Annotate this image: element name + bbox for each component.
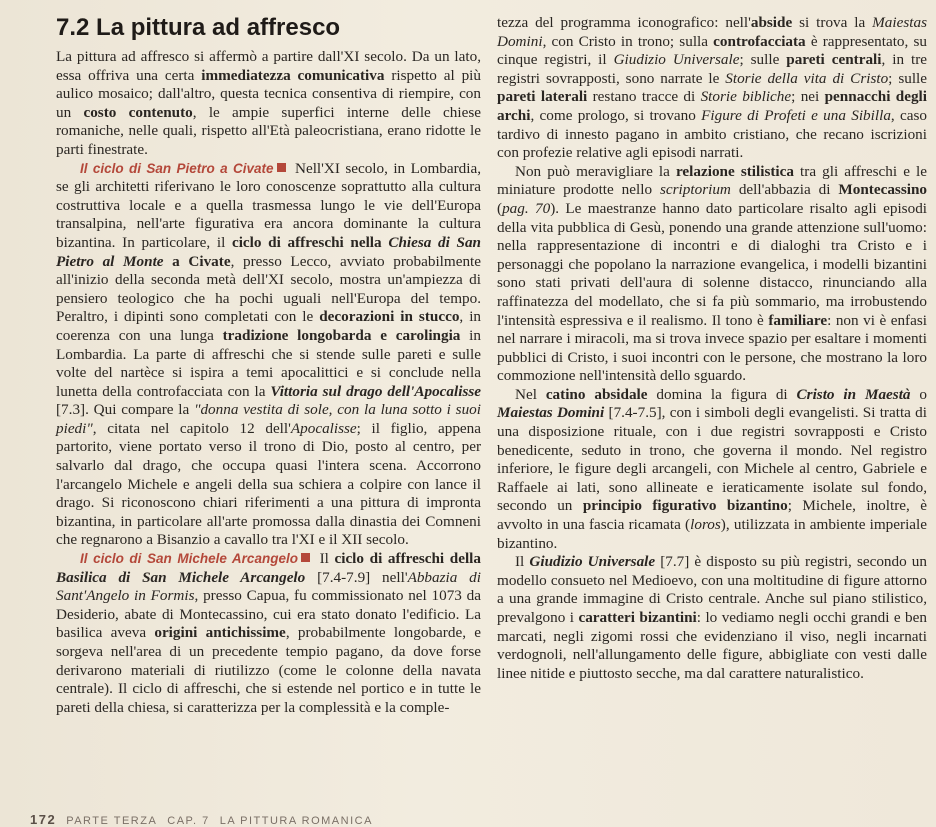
text-run: [7.4-7.5], con i simboli degli evangelisti. Si tratta di una disposizione rituale, con i due registri sovrapposti e Cristo benedicente, seduto in trono, che governa il mondo. Nel registro inferiore, le figure degli arcangeli, con Michele al centro, Gabriele e Raffaele ai lati, sono allineate e ieraticamente isolate sul fondo, secondo un <box>497 404 927 515</box>
bold-term: pareti centrali <box>786 51 882 69</box>
text-run: [7.3]. Qui compare la <box>56 401 195 419</box>
text-run: , con Cristo in trono; sulla <box>542 32 714 50</box>
text-run: , citata nel capitolo 12 dell' <box>92 419 291 437</box>
text-run: dell'abbazia di <box>730 181 839 199</box>
page-number: 172 <box>30 812 57 827</box>
text-run: si trova la <box>792 14 873 31</box>
text-run: : non vi è enfasi nel narrare i miracoli, ma si trova invece spazio per esaltare i momenti pubblici di Cristo, i suoi incontri con le persone, che mostrano la loro commozione nell'intensità dello sguardo. <box>497 311 927 385</box>
footer-chapter: CAP. 7 <box>167 815 210 827</box>
italic-term: loros <box>690 516 721 534</box>
judgement-paragraph <box>497 553 927 683</box>
bold-italic-term: Basilica di San Michele Arcangelo <box>56 568 306 586</box>
bold-term: principio figurativo bizantino <box>582 497 788 515</box>
text-run: ). Le maestranze hanno dato particolare risalto agli episodi della vita pubblica di Gesù, ponendo una grande attenzione sull'uomo: nella rappresentazione di incontri e di dialoghi tra Cristo e i personaggi che popolano la narrazione evangelica, i modelli bizantini sono stati privati dell'aura di solenne distacco, rinunciando alla raffinatezza del modellato, che si fa più sommario, ma irrobustendo l'intensità espressiva e il realismo. Il tono è <box>497 199 928 329</box>
bold-term: pareti laterali <box>497 88 588 106</box>
civate-paragraph <box>56 160 481 550</box>
bold-term: abside <box>750 14 793 31</box>
text-run: [7.4-7.9] nell' <box>305 568 408 586</box>
bold-term: tradizione longobarda e carolingia <box>222 326 461 344</box>
text-run: , in tre registri sovrapposti, sono narrate le <box>497 51 927 87</box>
right-column <box>497 14 927 683</box>
italic-term: scriptorium <box>660 181 731 199</box>
text-run: Il <box>313 550 335 568</box>
italic-term: Apocalisse <box>290 419 357 437</box>
section-title: 7.2 La pittura ad affresco <box>56 14 341 41</box>
bold-term: familiare <box>768 311 828 329</box>
run-in-heading-san-michele: Il ciclo di San Michele Arcangelo <box>80 551 298 567</box>
text-run: Il <box>515 553 530 571</box>
text-run: restano tracce di <box>587 88 701 106</box>
bold-term: decorazioni in stucco <box>319 308 460 326</box>
text-run: La pittura ad affresco si affermò a partire dall'XI secolo. Da un lato, essa offriva una certa <box>56 48 481 84</box>
sant-angelo-paragraph <box>56 550 481 717</box>
bold-italic-term: Giudizio Universale <box>529 553 656 571</box>
text-run: , probabilmente longobarde, e sorgeva nell'area di un precedente tempio pagano, da dove forse derivarono materiali di riutilizzo (come le colonne della navata centrale). Il ciclo di affreschi, che si estende nel portico e in tutte le pareti della chiesa, si caratterizza per la complessità e la comple- <box>56 624 481 716</box>
text-run: , presso Lecco, avviato probabilmente all'inizio della seconda metà dell'XI secolo, mostra un'ampiezza di pensiero teologico che ha pochi uguali nell'Europa del tempo. Peraltro, i dipinti sono completati con le <box>56 252 482 326</box>
italic-term: Maiestas Domini <box>497 14 927 50</box>
text-run: tezza del programma iconografico: nell' <box>497 14 751 31</box>
text-run: , in coerenza con una lunga <box>56 308 482 344</box>
italic-term: Storie della vita di Cristo <box>725 69 889 87</box>
bold-term: relazione stilistica <box>675 162 794 180</box>
italic-term: Giudizio Universale <box>613 51 740 69</box>
text-run: Non può meravigliare la <box>515 162 676 180</box>
bold-italic-term: Cristo in Maestà <box>796 385 911 403</box>
bold-term: origini antichissime <box>154 624 286 642</box>
bold-italic-term: Vittoria sul drago dell'Apocalisse <box>270 382 482 400</box>
page-footer <box>30 813 373 827</box>
text-run: ; Michele, inoltre, è avvolto in una fascia ricamata ( <box>497 497 927 534</box>
page-reference: pag. 70 <box>502 199 551 217</box>
text-run: ; il figlio, appena partorito, viene portato verso il trono di Dio, posto al centro, per salvarlo dal drago, che occupa quasi l'intera scena. Accorrono l'arcangelo Michele e angeli della sua schiera a colpire con lance il drago. Si riconoscono chiari riferimenti a una pittura di impronta bizantina, in particolare all'arte promossa dalla dinastia dei Comneni che regnarono a Bisanzio a cavallo tra l'XI e il XII secolo. <box>56 419 481 549</box>
text-run: : lo vediamo negli occhi grandi e ben marcati, negli zigomi rossi che evidenziano il viso, negli incarnati verdognoli, nell'allungamento delle figure, abbigliate con vesti dalle linee nitide e piuttosto secche, ma dal carattere naturalistico. <box>497 609 927 682</box>
text-run: , presso Capua, fu commissionato nel 1073 da Desiderio, abate di Montecassino, cui era stato donato l'edificio. La basilica aveva <box>56 587 482 642</box>
text-run: Nel <box>515 385 546 403</box>
text-run: è rappresentato, su cinque registri, il <box>497 32 927 69</box>
footer-chapter-title: LA PITTURA ROMANICA <box>219 815 373 827</box>
square-bullet-icon <box>301 553 310 562</box>
italic-term: Storie bibliche <box>700 88 792 106</box>
text-run: ; nei <box>791 88 825 106</box>
text-run: ( <box>497 199 503 217</box>
bold-italic-term: Maiestas Domini <box>497 404 605 422</box>
bold-italic-term: Chiesa di San Pietro al Monte <box>56 233 482 270</box>
text-run: Nell'XI secolo, in Lombardia, se gli architetti riferivano le loro conoscenze soprattutto alla cultura costruttiva locale e a quella trasmessa lungo le vie dell'Europa transalpina, nell'arte figurativa era ancora dominante la cultura bizantina. In particolare, il <box>56 159 481 251</box>
footer-part: PARTE TERZA <box>66 815 158 827</box>
bold-term: ciclo di affreschi nella <box>231 233 389 251</box>
text-run: ), utilizzata in ambiente imperiale bizantino. <box>497 516 927 552</box>
bold-term: caratteri bizantini <box>578 609 697 626</box>
text-run: rispetto al più aulico mosaico; dall'altro, questa tecnica consentiva di riempire, con un <box>56 66 481 121</box>
text-run: tra gli affreschi e le miniature prodotte nello <box>497 162 927 199</box>
run-in-heading-civate: Il ciclo di San Pietro a Civate <box>80 160 274 176</box>
bold-term: catino absidale <box>545 385 648 403</box>
bold-term: immediatezza comunicativa <box>201 66 385 84</box>
apse-paragraph <box>497 386 927 553</box>
text-run: domina la figura di <box>647 385 797 403</box>
bold-term: pennacchi degli archi <box>497 88 927 124</box>
italic-quote: "donna vestita di sole, con la luna sotto i suoi piedi" <box>56 401 481 437</box>
bold-term: a Civate <box>163 252 231 270</box>
intro-paragraph <box>56 48 481 160</box>
bold-term: controfacciata <box>713 32 806 50</box>
text-run: ; sulle <box>739 51 787 69</box>
square-bullet-icon <box>277 163 286 172</box>
italic-term: Abbazia di Sant'Angelo in Formis <box>56 568 481 605</box>
text-run: ; sulle <box>888 69 927 87</box>
text-run: in Lombardia. La parte di affreschi che si stende sulle pareti e sulle volte del nartèce si ispira a temi apocalittici e si conclude nella lunetta della controfacciata con la <box>56 326 481 400</box>
italic-term: Figure di Profeti e una Sibilla <box>701 106 891 124</box>
bold-term: ciclo di affreschi della <box>334 550 481 568</box>
text-run: o <box>910 385 928 403</box>
text-run: , come prologo, si trovano <box>530 106 702 124</box>
iconographic-paragraph <box>497 14 927 163</box>
left-column <box>56 14 481 717</box>
bold-term: costo contenuto <box>83 103 193 121</box>
stylistic-paragraph <box>497 163 927 386</box>
text-run: , le ampie superfici interne delle chiese romaniche, nelle quali, rispetto all'Età paleocristiana, erano ridotte le parti finestrate. <box>56 103 481 158</box>
text-run: [7.7] è disposto su più registri, secondo un modello consueto nel Medioevo, con una moltitudine di figure attorno a una grande immagine di Cristo centrale. Anche sul piano stilistico, prevalgono i <box>497 553 927 626</box>
text-run: , caso tardivo di innesto pagano in ambito cristiano, che recano iscrizioni con profezie relative agli episodi narrati. <box>497 106 927 162</box>
bold-term: Montecassino <box>838 181 927 199</box>
